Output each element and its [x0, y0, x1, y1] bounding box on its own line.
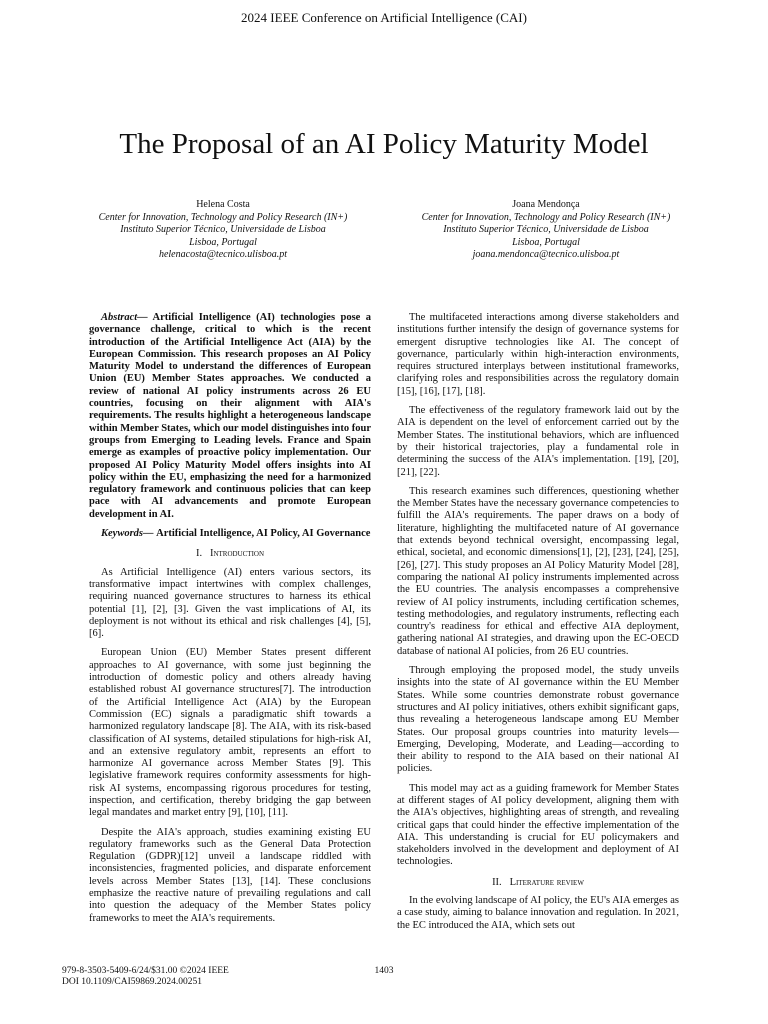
section-heading-literature-review [397, 877, 679, 889]
keywords-text: Artificial Intelligence, AI Policy, AI Governance [156, 528, 371, 540]
left-column [89, 312, 371, 932]
body-paragraph: This model may act as a guiding framework for Member States at different stages of AI policy development, aligning them with the AIA's objectives, highlighting areas of strength, and revealing critical gaps that could hinder the effective implementation of the AIA. This understanding is crucial for EU policymakers and stakeholders involved in the development and deployment of AI technologies. [397, 782, 679, 868]
author-location: Lisboa, Portugal [189, 236, 257, 248]
abstract-text: Artificial Intelligence (AI) technologies pose a governance challenge, critical to which is the recent introduction of the Artificial Intelligence Act (AIA) by the European Commission. This research proposes an AI Policy Maturity Model to understand the differences of European Union (EU) Member States approaches. We conducted a review of national AI policy instruments across 26 EU countries, focusing on their alignment with AIA's requirements. The results highlight a heterogeneous landscape within Member States, which our model distinguishes into four groups from Emerging to Leading levels. France and Spain emerge as examples of proactive policy implementation. Our proposed AI Policy Maturity Model offers insights into AI policy within the EU, emphasizing the need for a harmonized regulatory framework and continuous policies that can keep pace with AI advancements and promote European development in AI. [89, 312, 372, 520]
footer-publication-info [62, 966, 229, 988]
page-number: 1403 [374, 966, 394, 976]
section-title: Introduction [209, 548, 265, 560]
body-paragraph: As Artificial Intelligence (AI) enters various sectors, its transformative impact intertwines with complex challenges, requiring nuanced governance structures to harness its ethical potential [1], [2], [3]. Given the vast implications of AI, its deployment is not without its ethical and risk challenges [4], [5], [6]. [89, 566, 371, 640]
right-column [397, 312, 679, 939]
body-paragraph: The effectiveness of the regulatory framework laid out by the AIA is dependent on the level of enforcement carried out by the Member States. The institutional behaviors, which are influenced by their historical trajectories, play a fundamental role in determining the success of the AIA's implementation. [19], [20], [21], [22]. [397, 405, 679, 478]
author-affiliation: Center for Innovation, Technology and Policy Research (IN+) [421, 211, 671, 223]
footer-doi: DOI 10.1109/CAI59869.2024.00251 [62, 977, 203, 987]
body-paragraph: Despite the AIA's approach, studies examining existing EU regulatory frameworks such as the General Data Protection Regulation (GDPR)[12] unveil a landscape riddled with inconsistencies, fragmented policies, and disparate enforcement levels across Member States [13], [14]. These conclusions emphasize the reactive nature of prevailing regulations and call into question the adequacy of the Member States policy frameworks to meet the AIA's requirements. [89, 826, 371, 924]
author-email: helenacosta@tecnico.ulisboa.pt [158, 249, 288, 260]
section-number: II. [492, 876, 502, 888]
body-paragraph: This research examines such differences, questioning whether the Member States have the necessary governance competencies to fulfill the AIA's requirements. The paper draws on a body of literature, highlighting the multifaceted nature of AI governance that extends beyond technical oversight, encompassing legal, ethical, societal, and economic dimensions[1], [2], [23], [24], [25], [26], [27]. This study proposes an AI Policy Maturity Model [28], comparing the national AI policy instruments implemented across the EU countries. The analysis encompasses a comprehensive review of AI policy instruments, including certification schemes, testing methodologies, and regulatory instruments, reflecting each country's readiness for ethical and effective AIA deployment, gathering national AI strategies, and drawing upon the EC-OECD database of national AI policies, from 26 EU countries. [397, 485, 679, 657]
author-institution: Instituto Superior Técnico, Universidade de Lisboa [443, 224, 649, 235]
footer-isbn: 979-8-3503-5409-6/24/$31.00 ©2024 IEEE [62, 966, 229, 976]
body-paragraph: Through employing the proposed model, the study unveils insights into the state of AI governance within the EU Member States. While some countries demonstrate robust governance structures and AI policy initiatives, others exhibit significant gaps, thus revealing a heterogeneous landscape among EU Member States. Our proposal groups countries into maturity levels—Emerging, Developing, Moderate, and Leading—according to their ability to respond to the AIA based on their national AI policies. [397, 665, 679, 775]
author-name: Joana Mendonça [512, 199, 580, 210]
keywords-label: Keywords— [101, 528, 154, 540]
section-number: I. [195, 548, 203, 560]
author-affiliation: Center for Innovation, Technology and Policy Research (IN+) [98, 211, 348, 223]
author-location: Lisboa, Portugal [512, 236, 580, 248]
author-block [53, 199, 393, 262]
section-title: Literature review [509, 876, 584, 888]
author-institution: Instituto Superior Técnico, Universidade de Lisboa [120, 224, 326, 235]
author-email: joana.mendonca@tecnico.ulisboa.pt [472, 249, 620, 260]
author-name: Helena Costa [196, 199, 250, 210]
body-paragraph: The multifaceted interactions among diverse stakeholders and institutions further intensify the design of governance systems for emergent disruptive technologies like AI. The concept of governance, particularly within high-interaction environments, requires structured interplays between institutional frameworks, clarifying roles and responsibilities across the regulatory domain [15], [16], [17], [18]. [397, 312, 679, 397]
conference-header: 2024 IEEE Conference on Artificial Intelligence (CAI) [241, 10, 527, 25]
abstract [89, 312, 371, 521]
section-heading-introduction [89, 548, 371, 560]
paper-title: The Proposal of an AI Policy Maturity Model [119, 128, 649, 160]
abstract-label: Abstract— [101, 312, 148, 323]
body-paragraph: European Union (EU) Member States present different approaches to AI governance, with some just beginning the introduction of domestic policy and others already having established robust AI governance structures[7]. The introduction of the Artificial Intelligence Act (AIA) by the European Commission (EC) signals a paradigmatic shift towards a harmonized regulatory landscape [8]. The AIA, with its risk-based classification of AI systems, detailed stipulations for high-risk AI, and an extensive regulatory ambit, represents an effort to harmonize AI governance across Member States [9]. This legislative framework requires conformity assessments for high-risk AI systems, encompassing rigorous procedures for testing, inspection, and certification, thereby bridging the gap between legal mandates and market entry [9], [10], [11]. [89, 647, 371, 819]
author-block [376, 199, 716, 262]
keywords [89, 528, 371, 540]
body-paragraph: In the evolving landscape of AI policy, the EU's AIA emerges as a case study, aiming to balance innovation and regulation. In 2021, the EC introduced the AIA, which sets out [397, 895, 679, 931]
